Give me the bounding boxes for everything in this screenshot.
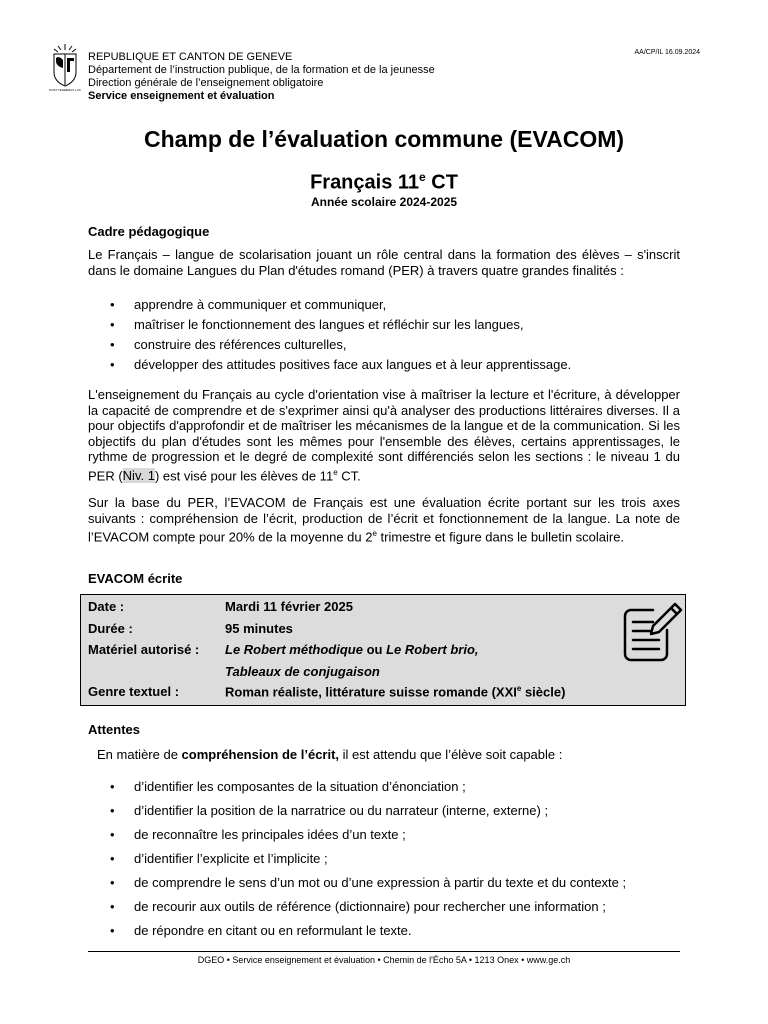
duree-value: 95 minutes (225, 621, 293, 636)
logo-motto: POST TENEBRAS LUX (49, 88, 81, 92)
section-heading-evacom: EVACOM écrite (88, 571, 183, 586)
header-direction: Direction générale de l’enseignement obligatoire (88, 77, 324, 89)
list-item: • d’identifier la position de la narratrice ou du narrateur (interne, externe) ; (110, 803, 549, 818)
header-service: Service enseignement et évaluation (88, 90, 275, 102)
list-item: • construire des références culturelles, (110, 337, 347, 352)
list-item: • de comprendre le sens d’un mot ou d’une expression à partir du texte et du contexte ; (110, 875, 627, 890)
header-department: Département de l’instruction publique, de la formation et de la jeunesse (88, 64, 435, 76)
materiel-value: Le Robert méthodique ou Le Robert brio, (225, 642, 479, 657)
attentes-intro: En matière de compréhension de l’écrit, il est attendu que l’élève soit capable : (97, 747, 563, 762)
genre-label: Genre textuel : (88, 684, 180, 699)
evacom-info-box (80, 594, 686, 706)
list-item: • apprendre à communiquer et communiquer, (110, 297, 387, 312)
materiel-value-2: Tableaux de conjugaison (225, 664, 380, 679)
subject-title: Français 11e CT (310, 170, 458, 194)
school-year: Année scolaire 2024-2025 (310, 195, 458, 209)
cadre-intro: Le Français – langue de scolarisation jouant un rôle central dans la formation des élèves – s'inscrit dans le domaine Langues du Plan d'études romand (PER) à travers quatre grandes finalités : (88, 247, 680, 278)
list-item: • de recourir aux outils de référence (dictionnaire) pour rechercher une information ; (110, 899, 606, 914)
list-item: • de répondre en citant ou en reformulant le texte. (110, 923, 412, 938)
materiel-label: Matériel autorisé : (88, 642, 200, 657)
niveau-highlight: Niv. 1 (122, 467, 155, 483)
document-reference: AA/CP/IL 16.09.2024 (634, 49, 700, 56)
list-item: • de reconnaître les principales idées d’un texte ; (110, 827, 406, 842)
footer-divider (88, 951, 680, 952)
list-item: • maîtriser le fonctionnement des langues et réfléchir sur les langues, (110, 317, 524, 332)
geneva-coat-of-arms-icon (46, 42, 84, 92)
section-heading-attentes: Attentes (88, 722, 141, 737)
date-label: Date : (88, 599, 125, 614)
genre-value: Roman réaliste, littérature suisse romande (XXIe siècle) (225, 684, 566, 700)
finalites-list (110, 297, 680, 377)
list-item: • d’identifier l’explicite et l’implicite ; (110, 851, 328, 866)
attentes-list (110, 779, 680, 947)
cadre-paragraph-3: Sur la base du PER, l’EVACOM de Français est une évaluation écrite portant sur les trois axes suivants : compréhension de l’écrit, production de l’écrit et fonctionnement de la langue. La note de l’EVACOM compte pour 20% de la moyenne du 2e trimestre et figure dans le bulletin scolaire. (88, 495, 680, 545)
section-heading-cadre: Cadre pédagogique (88, 224, 210, 239)
list-item: • d’identifier les composantes de la situation d’énonciation ; (110, 779, 466, 794)
document-pen-icon (623, 600, 685, 664)
header-republic: REPUBLIQUE ET CANTON DE GENEVE (88, 51, 293, 63)
cadre-paragraph-2: L'enseignement du Français au cycle d'orientation vise à maîtriser la lecture et l'écriture, à développer la capacité de comprendre et de s'exprimer ainsi qu'à analyser des productions littéraires diverses. Il a pour objectifs d'approfondir et de maîtriser les mécanismes de la langue et de la communication. Si les objectifs du plan d'études sont les mêmes pour l'ensemble des élèves, certains apprentissages, le rythme de progression et le degré de complexité sont différenciés selon les sections : le niveau 1 du PER (Niv. 1) est visé pour les élèves de 11e CT. (88, 387, 680, 483)
page-footer: DGEO • Service enseignement et évaluation • Chemin de l'Écho 5A • 1213 Onex • www.ge.ch (197, 955, 571, 965)
duree-label: Durée : (88, 621, 133, 636)
page-title: Champ de l’évaluation commune (EVACOM) (143, 126, 625, 152)
date-value: Mardi 11 février 2025 (225, 599, 353, 614)
list-item: • développer des attitudes positives face aux langues et à leur apprentissage. (110, 357, 572, 372)
